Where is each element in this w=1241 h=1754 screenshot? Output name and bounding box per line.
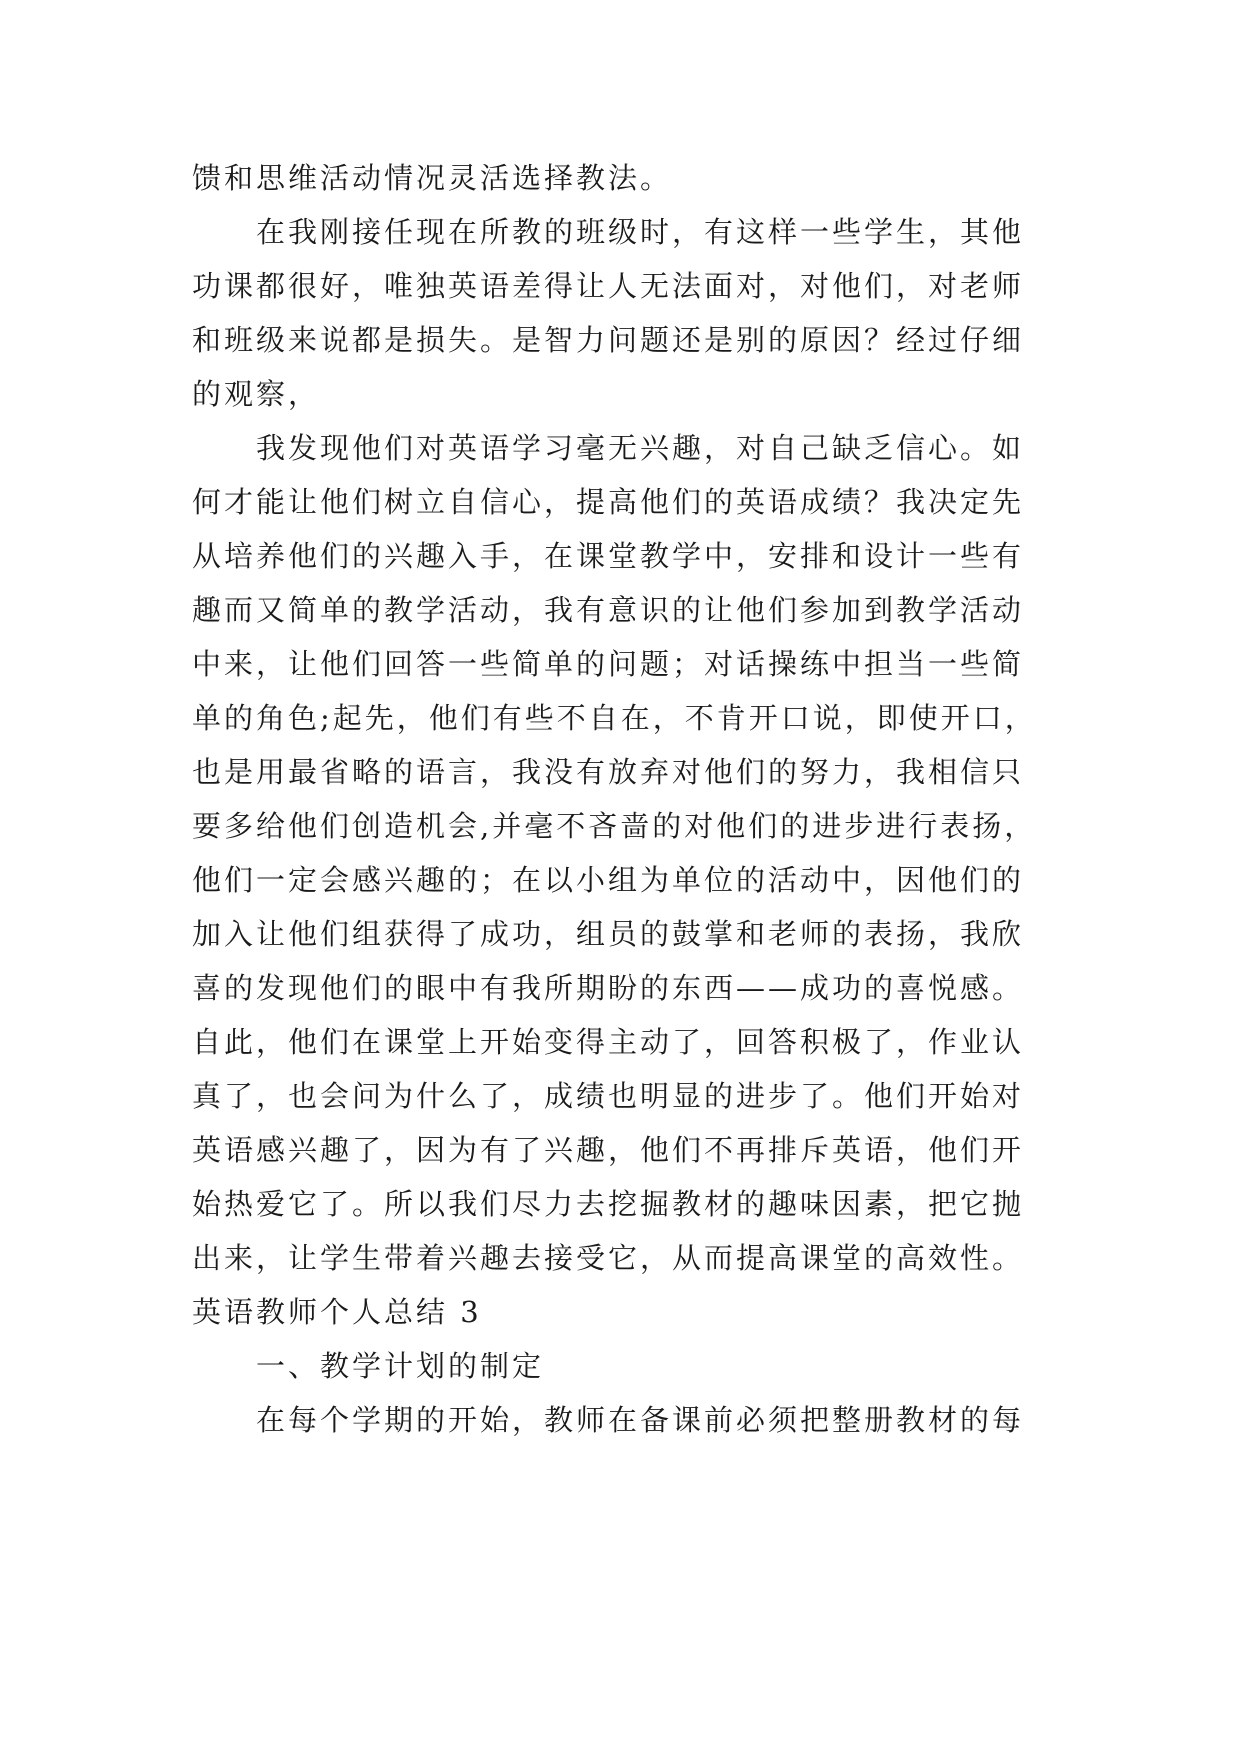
text-line: 加入让他们组获得了成功，组员的鼓掌和老师的表扬，我欣	[192, 917, 1025, 951]
text-line: 和班级来说都是损失。是智力问题还是别的原因？经过仔细	[192, 323, 1025, 357]
text-line: 真了，也会问为什么了，成绩也明显的进步了。他们开始对	[192, 1079, 1025, 1113]
text-line: 从培养他们的兴趣入手，在课堂教学中，安排和设计一些有	[192, 539, 1025, 573]
text-line: 的观察，	[192, 377, 321, 411]
text-line: 中来，让他们回答一些简单的问题；对话操练中担当一些简	[192, 647, 1025, 681]
text-line: 馈和思维活动情况灵活选择教法。	[192, 161, 673, 195]
text-line: 要多给他们创造机会,并毫不吝啬的对他们的进步进行表扬，	[192, 809, 1037, 843]
text-line: 在每个学期的开始，教师在备课前必须把整册教材的每	[256, 1403, 1025, 1437]
text-line: 喜的发现他们的眼中有我所期盼的东西——成功的喜悦感。	[192, 971, 1025, 1005]
subsection-heading: 一、教学计划的制定	[256, 1349, 545, 1383]
text-line: 自此，他们在课堂上开始变得主动了，回答积极了，作业认	[192, 1025, 1025, 1059]
text-line: 我发现他们对英语学习毫无兴趣，对自己缺乏信心。如	[256, 431, 1025, 465]
section-heading: 英语教师个人总结 3	[192, 1295, 482, 1329]
text-line: 在我刚接任现在所教的班级时，有这样一些学生，其他	[256, 215, 1025, 249]
text-line: 出来，让学生带着兴趣去接受它，从而提高课堂的高效性。	[192, 1241, 1025, 1275]
text-line: 他们一定会感兴趣的；在以小组为单位的活动中，因他们的	[192, 863, 1025, 897]
text-line: 趣而又简单的教学活动，我有意识的让他们参加到教学活动	[192, 593, 1025, 627]
text-line: 始热爱它了。所以我们尽力去挖掘教材的趣味因素，把它抛	[192, 1187, 1025, 1221]
text-line: 功课都很好，唯独英语差得让人无法面对，对他们，对老师	[192, 269, 1025, 303]
text-line: 英语感兴趣了，因为有了兴趣，他们不再排斥英语，他们开	[192, 1133, 1025, 1167]
text-line: 单的角色;起先，他们有些不自在，不肯开口说，即使开口，	[192, 701, 1037, 735]
text-line: 何才能让他们树立自信心，提高他们的英语成绩？我决定先	[192, 485, 1025, 519]
text-line: 也是用最省略的语言，我没有放弃对他们的努力，我相信只	[192, 755, 1025, 789]
